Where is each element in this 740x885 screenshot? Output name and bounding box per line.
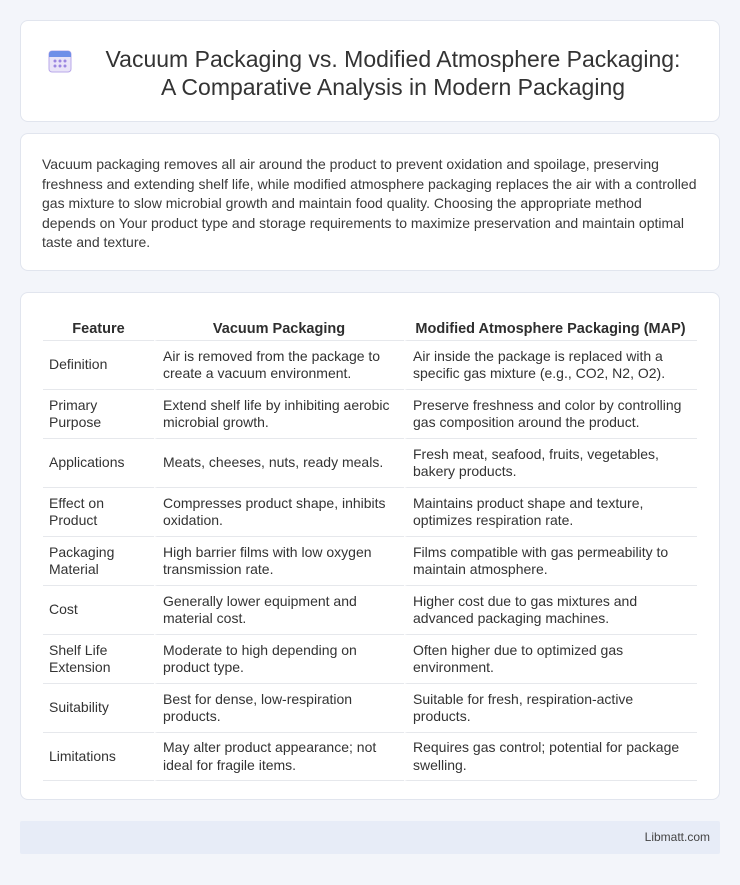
vacuum-cell: Best for dense, low-respiration products. — [154, 683, 404, 732]
vacuum-cell: Air is removed from the package to create a vacuum environment. — [154, 340, 404, 389]
title-line-2: A Comparative Analysis in Modern Packaging — [160, 74, 626, 100]
title-line-1: Vacuum Packaging vs. Modified Atmosphere Packaging: — [105, 46, 681, 72]
vacuum-cell: Extend shelf life by inhibiting aerobic microbial growth. — [154, 389, 404, 438]
map-cell: Preserve freshness and color by controlling gas composition around the product. — [404, 389, 697, 438]
map-cell: Air inside the package is replaced with a specific gas mixture (e.g., CO2, N2, O2). — [404, 340, 697, 389]
table-row — [43, 389, 697, 438]
vacuum-cell: High barrier films with low oxygen transmission rate. — [154, 536, 404, 585]
table-header-row — [43, 317, 697, 340]
vacuum-cell: Meats, cheeses, nuts, ready meals. — [154, 438, 404, 487]
map-cell: Suitable for fresh, respiration-active products. — [404, 683, 697, 732]
footer-brand-link[interactable]: Libmatt.com — [644, 830, 710, 844]
map-cell: Fresh meat, seafood, fruits, vegetables, bakery products. — [404, 438, 697, 487]
table-row — [43, 585, 697, 634]
calendar-icon — [47, 48, 73, 74]
column-header-feature: Feature — [72, 321, 125, 337]
map-cell: Films compatible with gas permeability to maintain atmosphere. — [404, 536, 697, 585]
page-title — [87, 45, 699, 101]
feature-cell: Primary Purpose — [43, 389, 154, 438]
feature-cell: Packaging Material — [43, 536, 154, 585]
map-cell: Maintains product shape and texture, optimizes respiration rate. — [404, 487, 697, 536]
feature-cell: Limitations — [43, 732, 154, 781]
vacuum-cell: Generally lower equipment and material cost. — [154, 585, 404, 634]
table-row — [43, 438, 697, 487]
vacuum-cell: Compresses product shape, inhibits oxidation. — [154, 487, 404, 536]
vacuum-cell: May alter product appearance; not ideal for fragile items. — [154, 732, 404, 781]
feature-cell: Cost — [43, 585, 154, 634]
feature-cell: Definition — [43, 340, 154, 389]
header-card — [20, 20, 720, 122]
map-cell: Often higher due to optimized gas environment. — [404, 634, 697, 683]
feature-cell: Shelf Life Extension — [43, 634, 154, 683]
comparison-table-card — [20, 292, 720, 800]
footer-bar — [20, 821, 720, 854]
column-header-vacuum: Vacuum Packaging — [212, 321, 346, 337]
table-row — [43, 487, 697, 536]
vacuum-cell: Moderate to high depending on product type. — [154, 634, 404, 683]
feature-cell: Applications — [43, 438, 154, 487]
table-row — [43, 340, 697, 389]
table-row — [43, 732, 697, 781]
map-cell: Requires gas control; potential for package swelling. — [404, 732, 697, 781]
table-row — [43, 634, 697, 683]
summary-card — [20, 133, 720, 271]
map-cell: Higher cost due to gas mixtures and advanced packaging machines. — [404, 585, 697, 634]
summary-text: Vacuum packaging removes all air around the product to prevent oxidation and spoilage, preserving freshness and extending shelf life, while modified atmosphere packaging replaces the air with a controlled gas mixture to slow microbial growth and maintain food quality. Choosing the appropriate method depends on Your product type and storage requirements to maximize preservation and maintain optimal taste and texture. — [42, 156, 697, 251]
comparison-table — [43, 317, 697, 781]
feature-cell: Suitability — [43, 683, 154, 732]
column-header-map: Modified Atmosphere Packaging (MAP) — [415, 321, 686, 337]
feature-cell: Effect on Product — [43, 487, 154, 536]
table-row — [43, 536, 697, 585]
table-row — [43, 683, 697, 732]
